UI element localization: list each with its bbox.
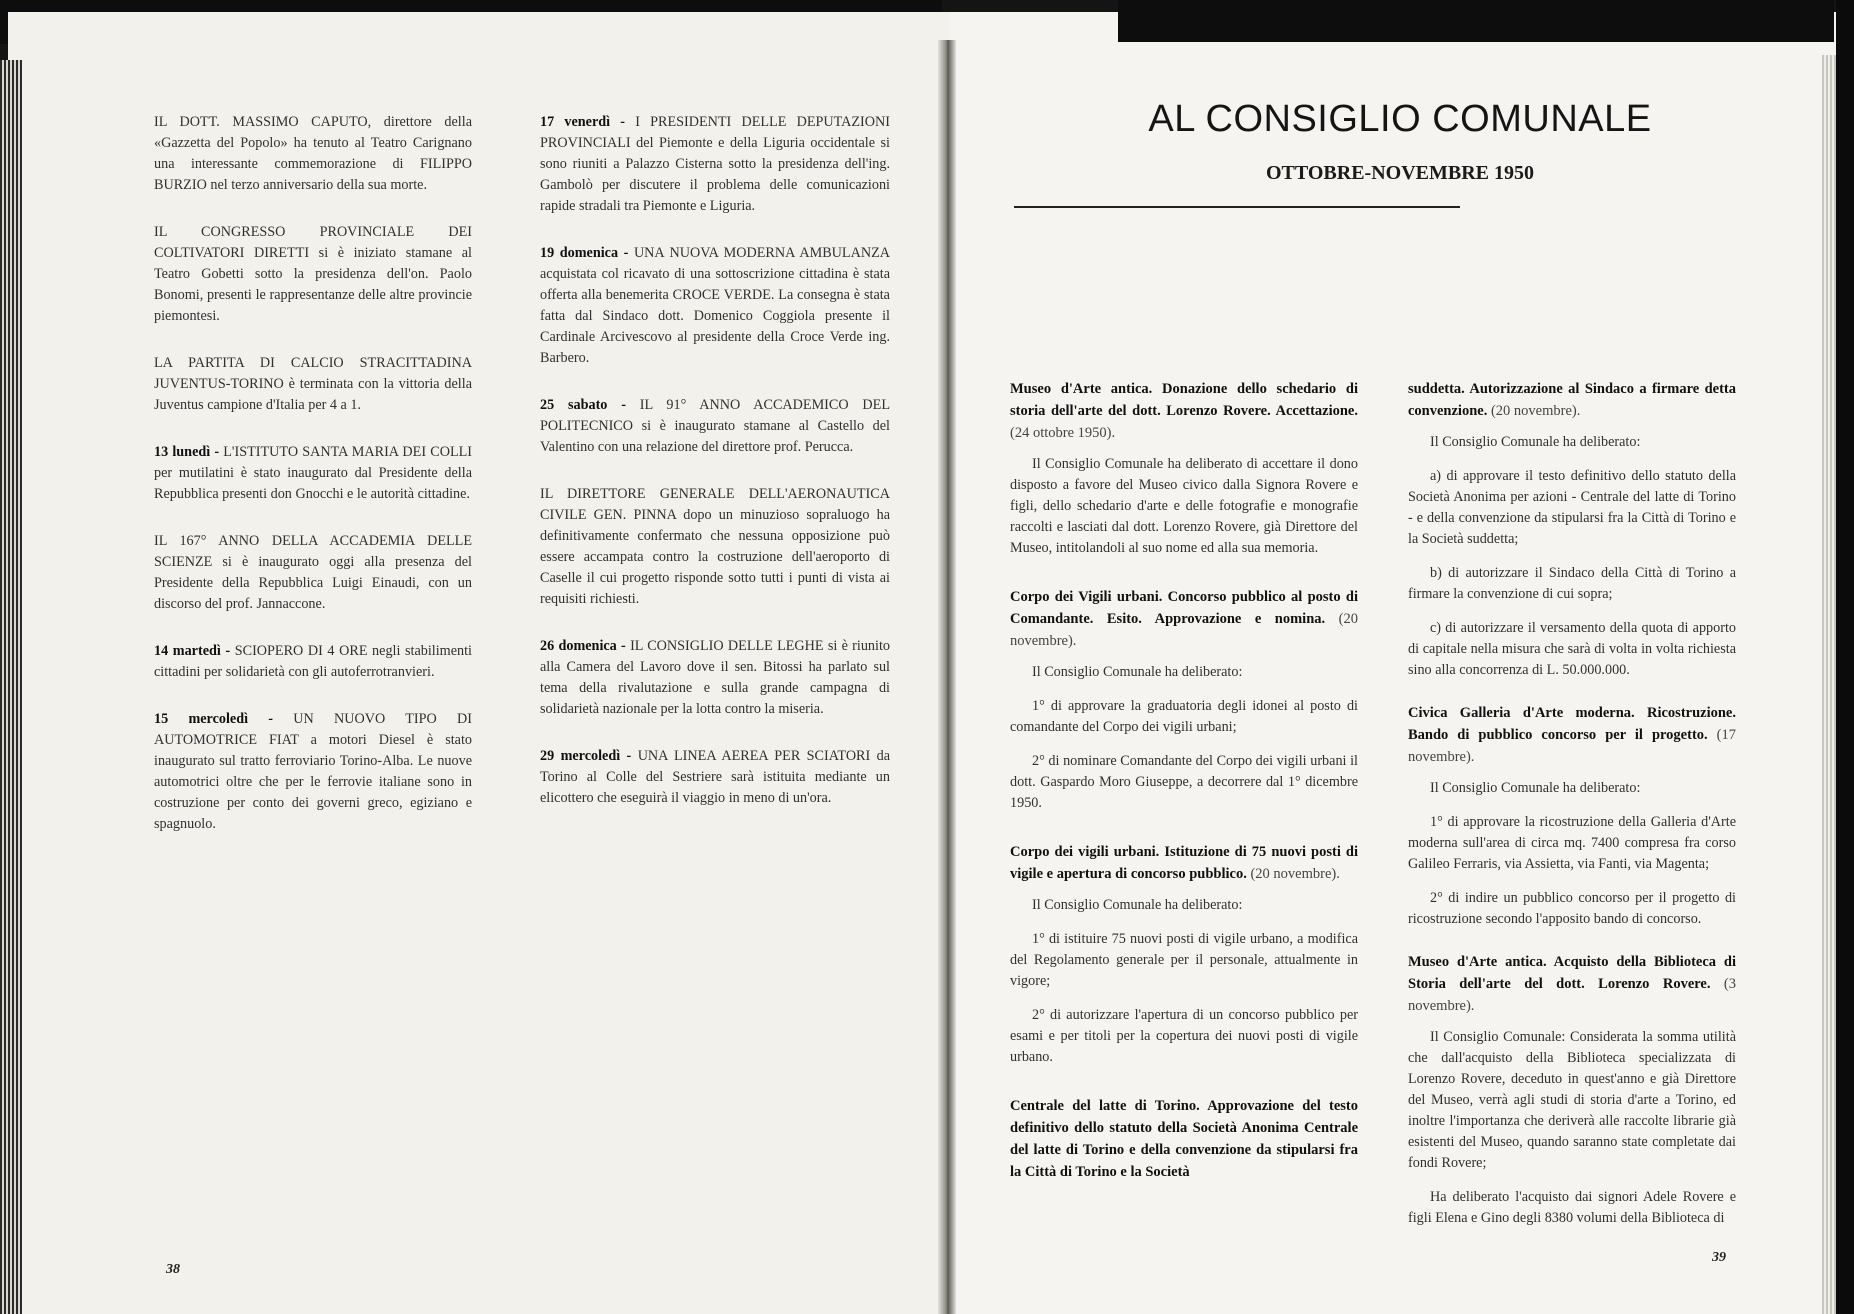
- background-right: [1836, 0, 1854, 1314]
- paragraph: Il Consiglio Comunale ha deliberato:: [1430, 434, 1641, 450]
- right-column-2: [1408, 378, 1736, 1242]
- paragraph: a) di approvare il testo definitivo dello statuto della Società Anonima per azioni - Centrale del latte di Torino - e della convenzione da stipularsi fra la Città di Torino e la Società suddetta;: [1408, 468, 1736, 547]
- chronicle-entry: 14 martedì - SCIOPERO DI 4 ORE negli stabilimenti cittadini per solidarietà con gli autoferrotranvieri.: [154, 643, 472, 680]
- page-subtitle: OTTOBRE-NOVEMBRE 1950: [1266, 162, 1534, 184]
- section-title: Museo d'Arte antica. Donazione dello schedario di storia dell'arte del dott. Lorenzo Rovere. Accettazione. (24 ottobre 1950).: [1010, 381, 1358, 441]
- paragraph: Il Consiglio Comunale ha deliberato:: [1032, 897, 1243, 913]
- title-rule: [1014, 206, 1460, 208]
- chronicle-entry: 26 domenica - IL CONSIGLIO DELLE LEGHE si è riunito alla Camera del Lavoro dove il sen. Bitossi ha parlato sul tema della rivalutazione e sulla grande campagna di solidarietà nazionale per la lotta contro la miseria.: [540, 638, 890, 717]
- chronicle-entry: IL CONGRESSO PROVINCIALE DEI COLTIVATORI DIRETTI si è iniziato stamane al Teatro Gobetti sotto la presidenza dell'on. Paolo Bonomi, presenti le rappresentanze delle altre provincie piemontesi.: [154, 224, 472, 324]
- chronicle-entry: IL 167° ANNO DELLA ACCADEMIA DELLE SCIENZE si è inaugurato oggi alla presenza del Presidente della Repubblica Luigi Einaudi, con un discorso del prof. Jannaccone.: [154, 533, 472, 612]
- paragraph: b) di autorizzare il Sindaco della Città di Torino a firmare la convenzione di cui sopra;: [1408, 565, 1736, 602]
- page-number-right: 39: [1712, 1250, 1726, 1265]
- chronicle-entry: IL DIRETTORE GENERALE DELL'AERONAUTICA CIVILE GEN. PINNA dopo un minuzioso sopraluogo ha definitivamente confermato che nessuna opposizione può essere accampata contro la costruzione dell'aeroporto di Caselle il cui progetto risponde sotto tutti i punti di vista ai requisiti richiesti.: [540, 486, 890, 607]
- paragraph: 1° di approvare la ricostruzione della Galleria d'Arte moderna sull'area di circa mq. 7400 compresa fra corso Galileo Ferraris, via Assietta, via Fanti, via Magenta;: [1408, 814, 1736, 872]
- chronicle-entry: 19 domenica - UNA NUOVA MODERNA AMBULANZA acquistata col ricavato di una sottoscrizione cittadina è stata offerta alla benemerita CROCE VERDE. La consegna è stata fatta dal Sindaco dott. Domenico Coggiola presente il Cardinale Arcivescovo al presidente della Croce Verde ing. Barbero.: [540, 245, 890, 366]
- chronicle-entry: 29 mercoledì - UNA LINEA AEREA PER SCIATORI da Torino al Colle del Sestriere sarà istituita mediante un elicottero che eseguirà il viaggio in meno di un'ora.: [540, 748, 891, 806]
- chronicle-entry: 13 lunedì - L'ISTITUTO SANTA MARIA DEI COLLI per mutilatini è stato inaugurato dal Presidente della Repubblica presenti don Gnocchi e le autorità cittadine.: [154, 444, 472, 502]
- paragraph: 2° di autorizzare l'apertura di un concorso pubblico per esami e per titoli per la copertura dei nuovi posti di vigile urbano.: [1010, 1007, 1358, 1065]
- book-gutter: [938, 40, 956, 1314]
- left-page-edges: [0, 60, 22, 1314]
- page-number-left: 38: [166, 1262, 180, 1277]
- paragraph: c) di autorizzare il versamento della quota di apporto di capitale nella misura che sarà di volta in volta richiesta sino alla concorrenza di L. 50.000.000.: [1408, 620, 1736, 678]
- paragraph: 1° di istituire 75 nuovi posti di vigile urbano, a modifica del Regolamento generale per il personale, attualmente in vigore;: [1010, 931, 1358, 989]
- top-shadow-right: [1118, 0, 1834, 42]
- right-page-edges: [1822, 55, 1836, 1314]
- page-title: AL CONSIGLIO COMUNALE: [1148, 98, 1652, 140]
- chronicle-entry: 17 venerdì - I PRESIDENTI DELLE DEPUTAZIONI PROVINCIALI del Piemonte e della Liguria occidentale si sono riuniti a Palazzo Cisterna sotto la presidenza dell'ing. Gambolò per discutere il problema delle comunicazioni rapide stradali tra Piemonte e Liguria.: [540, 114, 890, 214]
- paragraph: 2° di nominare Comandante del Corpo dei vigili urbani il dott. Gaspardo Moro Giuseppe, a decorrere dal 1° dicembre 1950.: [1010, 753, 1358, 811]
- right-column-1: [1010, 378, 1358, 1193]
- chronicle-entry: 25 sabato - IL 91° ANNO ACCADEMICO DEL POLITECNICO si è inaugurato stamane al Castello del Valentino con una relazione del direttore prof. Perucca.: [540, 397, 890, 455]
- paragraph: Il Consiglio Comunale ha deliberato di accettare il dono disposto a favore del Museo civico dalla Signora Rovere e figli, dello schedario d'arte e delle fotografie e monografie raccolti e lasciati dal dott. Lorenzo Rovere, già Direttore del Museo, intitolandoli al suo nome ed alla sua memoria.: [1010, 456, 1358, 556]
- section-title: Civica Galleria d'Arte moderna. Ricostruzione. Bando di pubblico concorso per il progetto. (17 novembre).: [1408, 705, 1737, 765]
- section-title: suddetta. Autorizzazione al Sindaco a firmare detta convenzione. (20 novembre).: [1408, 381, 1736, 419]
- paragraph: Il Consiglio Comunale: Considerata la somma utilità che dall'acquisto della Biblioteca specializzata di Lorenzo Rovere, deceduto in quest'anno e già Direttore del Museo, verrà agli studi di storia d'arte a Torino, ed inoltre l'importanza che deriverà alle raccolte librarie già esistenti del Museo, quando saranno state completate dai fondi Rovere;: [1408, 1029, 1736, 1171]
- paragraph: Il Consiglio Comunale ha deliberato:: [1032, 664, 1243, 680]
- paragraph: 1° di approvare la graduatoria degli idonei al posto di comandante del Corpo dei vigili urbani;: [1010, 698, 1358, 735]
- section-title: Corpo dei Vigili urbani. Concorso pubblico al posto di Comandante. Esito. Approvazione e nomina. (20 novembre).: [1010, 589, 1358, 649]
- section-title: Corpo dei vigili urbani. Istituzione di 75 nuovi posti di vigile e apertura di concorso pubblico. (20 novembre).: [1010, 844, 1358, 882]
- paragraph: 2° di indire un pubblico concorso per il progetto di ricostruzione secondo l'apposito bando di concorso.: [1408, 890, 1736, 927]
- left-column-1: [154, 112, 472, 861]
- paragraph: Il Consiglio Comunale ha deliberato:: [1430, 780, 1641, 796]
- section-title: Centrale del latte di Torino. Approvazione del testo definitivo dello statuto della Società Anonima Centrale del latte di Torino e della convenzione da stipularsi fra la Città di Torino e la Società: [1010, 1098, 1358, 1180]
- left-column-2: [540, 112, 890, 835]
- paragraph: Ha deliberato l'acquisto dai signori Adele Rovere e figli Elena e Gino degli 8380 volumi della Biblioteca di: [1408, 1189, 1736, 1226]
- section-title: Museo d'Arte antica. Acquisto della Biblioteca di Storia dell'arte del dott. Lorenzo Rovere. (3 novembre).: [1408, 954, 1737, 1014]
- chronicle-entry: IL DOTT. MASSIMO CAPUTO, direttore della «Gazzetta del Popolo» ha tenuto al Teatro Carignano una interessante commemorazione di FILIPPO BURZIO nel terzo anniversario della sua morte.: [154, 114, 472, 193]
- chronicle-entry: 15 mercoledì - UN NUOVO TIPO DI AUTOMOTRICE FIAT a motori Diesel è stato inaugurato sul tratto ferroviario Torino-Alba. Le nuove automotrici oltre che per le ferrovie italiane sono in costruzione per conto dei governi greco, egiziano e spagnuolo.: [154, 711, 472, 832]
- chronicle-entry: LA PARTITA DI CALCIO STRACITTADINA JUVENTUS-TORINO è terminata con la vittoria della Juventus campione d'Italia per 4 a 1.: [154, 355, 472, 413]
